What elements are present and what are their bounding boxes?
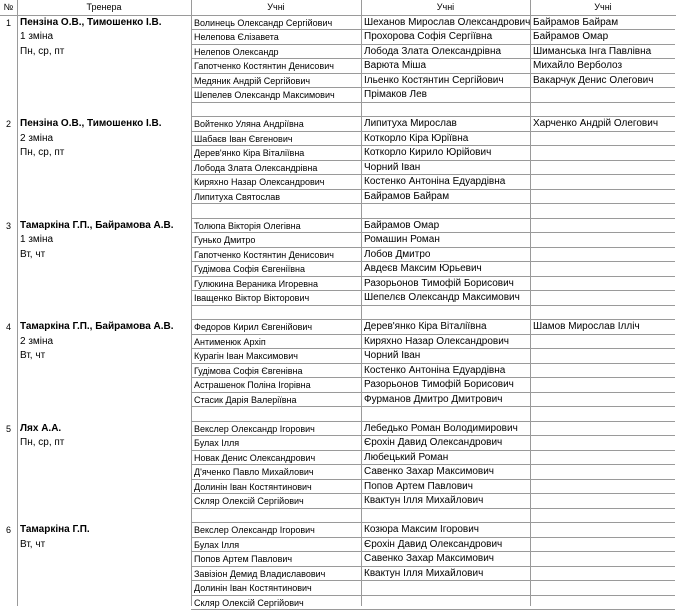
group-coaches: Пензіна О.В., Тимошенко І.В. xyxy=(20,17,162,28)
pupil-name: Коткорло Кирило Юрійович xyxy=(364,147,492,158)
header-pupils-3: Учні xyxy=(594,2,612,12)
pupil-name: Д'яченко Павло Михайлович xyxy=(194,467,314,477)
grid-row-line xyxy=(191,508,675,509)
pupil-name: Гапотченко Костянтин Денисович xyxy=(194,61,334,71)
header-pupils-1: Учні xyxy=(267,2,285,12)
group-schedule: Вт, чт xyxy=(20,539,46,550)
pupil-name: Вакарчук Денис Олегович xyxy=(533,75,654,86)
grid-column-line xyxy=(17,0,18,606)
pupil-name: Коткорло Кіра Юріївна xyxy=(364,133,469,144)
pupil-name: Нелепова Єлізавета xyxy=(194,32,279,42)
pupil-name: Шепелєв Олександр Максимович xyxy=(364,292,520,303)
pupil-name: Квактун Ілля Михайлович xyxy=(364,495,484,506)
pupil-name: Попов Артем Павлович xyxy=(364,481,473,492)
group-schedule: 2 зміна xyxy=(20,133,54,144)
pupil-name: Гапотченко Костянтин Денисович xyxy=(194,250,334,260)
pupil-name: Скляр Олексій Сергійович xyxy=(194,496,304,506)
pupil-name: Толюпа Вікторія Олегівна xyxy=(194,221,301,231)
group-schedule: 1 зміна xyxy=(20,234,54,245)
pupil-name: Булах Ілля xyxy=(194,438,240,448)
group-coaches: Пензіна О.В., Тимошенко І.В. xyxy=(20,118,162,129)
pupil-name: Прохорова Софія Сергіївна xyxy=(364,31,493,42)
pupil-name: Михайло Верболоз xyxy=(533,60,623,71)
pupil-name: Киряхно Назар Олександрович xyxy=(194,177,325,187)
pupil-name: Костенко Антоніна Едуардівна xyxy=(364,176,506,187)
pupil-name: Шепелев Олександр Максимович xyxy=(194,90,335,100)
pupil-name: Чорний Іван xyxy=(364,162,421,173)
pupil-name: Савенко Захар Максимович xyxy=(364,466,495,477)
pupil-name: Гунько Дмитро xyxy=(194,235,256,245)
pupil-name: Авдеєв Максим Юрьевич xyxy=(364,263,482,274)
header-num: № xyxy=(3,2,14,12)
group-number: 5 xyxy=(5,424,11,434)
grid-row-line xyxy=(191,305,675,306)
pupil-name: Козюра Максим Ігорович xyxy=(364,524,479,535)
group-coaches: Тамаркіна Г.П. xyxy=(20,524,90,535)
pupil-name: Іващенко Віктор Вікторович xyxy=(194,293,310,303)
pupil-name: Байрамов Байрам xyxy=(364,191,450,202)
pupil-name: Дерев'янко Кіра Віталіївна xyxy=(364,321,487,332)
group-number: 6 xyxy=(5,525,11,535)
header-pupils-2: Учні xyxy=(436,2,455,12)
pupil-name: Квактун Ілля Михайлович xyxy=(364,568,484,579)
pupil-name: Липитуха Святослав xyxy=(194,192,281,202)
pupil-name: Чорний Іван xyxy=(364,350,421,361)
group-coaches: Тамаркіна Г.П., Байрамова А.В. xyxy=(20,321,174,332)
pupil-name: Гудімова Софія Євгенівна xyxy=(194,366,303,376)
pupil-name: Медяник Андрій Сергійович xyxy=(194,76,311,86)
group-number: 1 xyxy=(5,18,11,28)
pupil-name: Шиманська Інга Павлівна xyxy=(533,46,652,57)
pupil-name: Стасик Дарія Валеріївна xyxy=(194,395,297,405)
pupil-name: Байрамов Омар xyxy=(533,31,609,42)
pupil-name: Лобода Злата Олександрівна xyxy=(364,46,502,57)
pupil-name: Разорьонов Тимофій Борисович xyxy=(364,379,514,390)
pupil-name: Федоров Кирил Євгенійович xyxy=(194,322,313,332)
pupil-name: Ільенко Костянтин Сергійович xyxy=(364,75,504,86)
group-schedule: Пн, ср, пт xyxy=(20,437,65,448)
pupil-name: Гудімова Софія Євгеніївна xyxy=(194,264,305,274)
grid-row-line xyxy=(191,102,675,103)
group-schedule: Вт, чт xyxy=(20,350,46,361)
pupil-name: Савенко Захар Максимович xyxy=(364,553,495,564)
pupil-name: Шеханов Мирослав Олександрович xyxy=(364,17,530,28)
pupil-name: Байрамов Омар xyxy=(364,220,440,231)
pupil-name: Разорьонов Тимофій Борисович xyxy=(364,278,514,289)
pupil-name: Прімаков Лев xyxy=(364,89,427,100)
group-number: 3 xyxy=(5,221,11,231)
pupil-name: Попов Артем Павлович xyxy=(194,554,293,564)
group-schedule: Вт, чт xyxy=(20,249,46,260)
pupil-name: Гулюкина Вераника Игоревна xyxy=(194,279,319,289)
pupil-name: Дерев'янко Кіра Віталіївна xyxy=(194,148,305,158)
pupil-name: Єрохін Давид Олександрович xyxy=(364,437,503,448)
pupil-name: Шабаєв Іван Євгенович xyxy=(194,134,293,144)
pupil-name: Волинець Олександр Сергійович xyxy=(194,18,333,28)
pupil-name: Долинін Іван Костянтинович xyxy=(194,482,312,492)
pupil-name: Лобов Дмитро xyxy=(364,249,431,260)
pupil-name: Харченко Андрій Олегович xyxy=(533,118,659,129)
group-coaches: Лях А.А. xyxy=(20,423,62,434)
pupil-name: Завізіон Демид Владиславович xyxy=(194,569,326,579)
pupil-name: Нелепов Олександр xyxy=(194,47,279,57)
pupil-name: Липитуха Мирослав xyxy=(364,118,457,129)
group-schedule: 2 зміна xyxy=(20,336,54,347)
group-schedule: Пн, ср, пт xyxy=(20,147,65,158)
pupil-name: Лобода Злата Олександрівна xyxy=(194,163,318,173)
group-coaches: Тамаркіна Г.П., Байрамова А.В. xyxy=(20,220,174,231)
group-schedule: Пн, ср, пт xyxy=(20,46,65,57)
pupil-name: Векслер Олександр Ігорович xyxy=(194,525,315,535)
group-schedule: 1 зміна xyxy=(20,31,54,42)
group-number: 2 xyxy=(5,119,11,129)
pupil-name: Киряхно Назар Олександрович xyxy=(364,336,509,347)
header-coaches: Тренера xyxy=(86,2,122,12)
pupil-name: Байрамов Байрам xyxy=(533,17,619,28)
pupil-name: Шамов Мирослав Ілліч xyxy=(533,321,640,332)
grid-column-line xyxy=(530,0,531,606)
pupil-name: Скляр Олексій Сергійович xyxy=(194,598,304,608)
pupil-name: Лебедько Роман Володимирович xyxy=(364,423,518,434)
pupil-name: Фурманов Дмитро Дмитрович xyxy=(364,394,503,405)
pupil-name: Войтенко Уляна Андріївна xyxy=(194,119,304,129)
pupil-name: Любецький Роман xyxy=(364,452,449,463)
pupil-name: Варюта Міша xyxy=(364,60,427,71)
pupil-name: Костенко Антоніна Едуардівна xyxy=(364,365,506,376)
pupil-name: Булах Ілля xyxy=(194,540,240,550)
pupil-name: Ромашин Роман xyxy=(364,234,440,245)
group-number: 4 xyxy=(5,322,11,332)
pupil-name: Астрашенок Поліна Ігорівна xyxy=(194,380,311,390)
pupil-name: Векслер Олександр Ігорович xyxy=(194,424,315,434)
pupil-name: Курагін Іван Максимович xyxy=(194,351,298,361)
pupil-name: Єрохін Давид Олександрович xyxy=(364,539,503,550)
pupil-name: Новак Денис Олександрович xyxy=(194,453,316,463)
pupil-name: Антименюк Архіп xyxy=(194,337,266,347)
pupil-name: Долинін Іван Костянтинович xyxy=(194,583,312,593)
